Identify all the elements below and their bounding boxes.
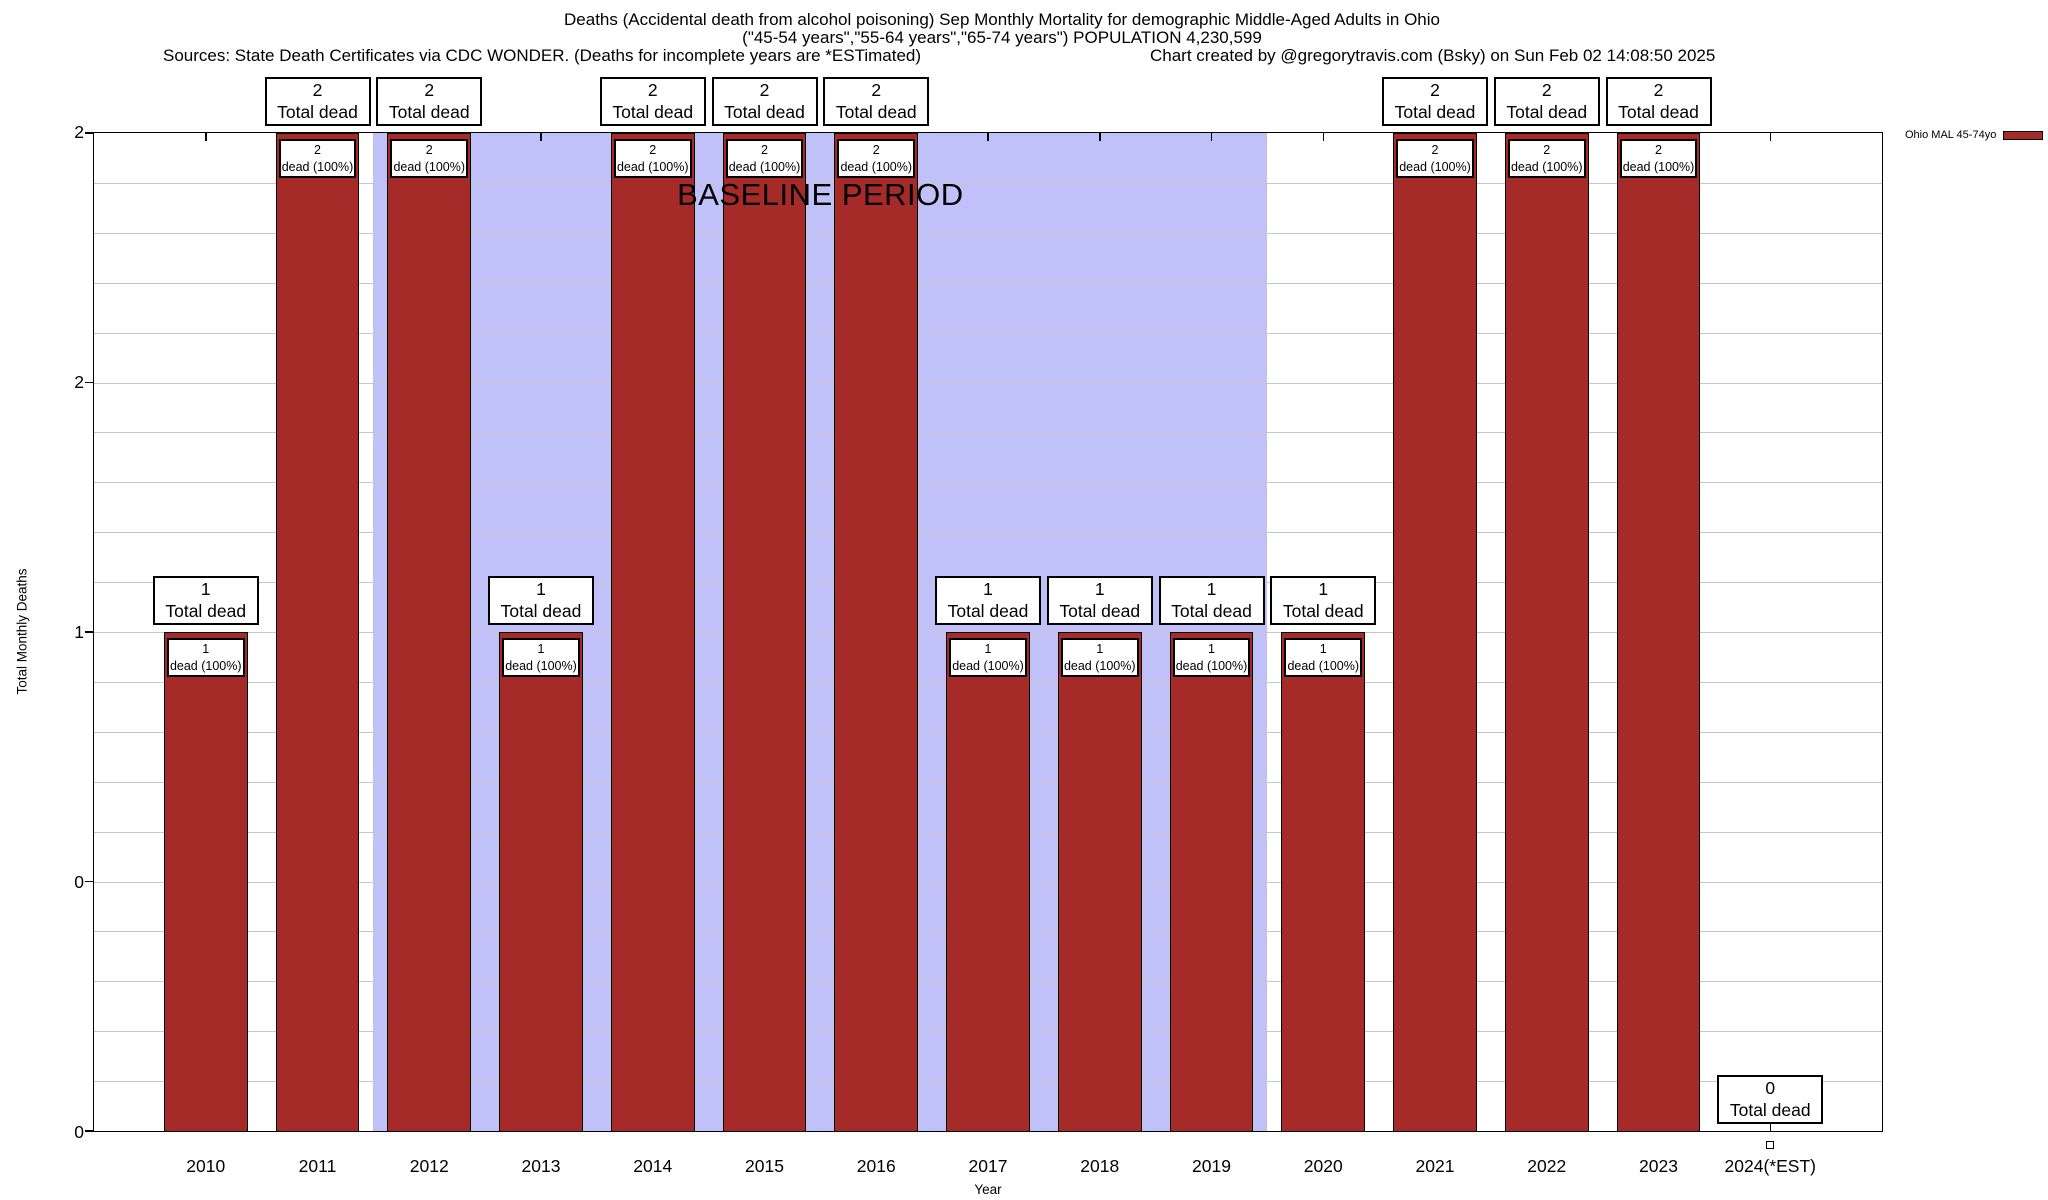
dead-pct-text: dead (100%) xyxy=(1287,658,1360,673)
legend-label: Ohio MAL 45-74yo xyxy=(1905,129,1997,141)
year-slot xyxy=(373,80,485,1176)
year-slot xyxy=(1379,80,1491,1176)
plot-area xyxy=(93,80,1883,1176)
legend xyxy=(1905,129,2043,141)
dead-pct-text: dead (100%) xyxy=(1175,658,1248,673)
y-tick-mark xyxy=(85,1130,94,1132)
dead-pct-label-box xyxy=(837,139,915,178)
dead-pct-text: dead (100%) xyxy=(1510,159,1583,174)
total-dead-text: Total dead xyxy=(277,101,358,122)
dead-pct-text: dead (100%) xyxy=(505,658,577,673)
top-tick-mark xyxy=(1770,133,1772,141)
total-dead-text: Total dead xyxy=(1282,600,1364,621)
total-dead-count: 2 xyxy=(424,80,435,101)
dead-count: 2 xyxy=(649,143,657,157)
top-tick-mark xyxy=(1099,133,1101,141)
total-dead-label-box xyxy=(376,77,482,126)
top-tick-mark xyxy=(1323,133,1325,141)
total-dead-count: 0 xyxy=(1765,1078,1776,1099)
y-tick-label: 2 xyxy=(74,122,84,142)
top-tick-mark xyxy=(540,133,542,141)
year-slot xyxy=(262,80,374,1176)
total-dead-text: Total dead xyxy=(500,600,582,621)
dead-count: 1 xyxy=(984,642,992,656)
bar xyxy=(499,632,583,1131)
x-axis-tick-label: 2017 xyxy=(968,1156,1008,1176)
bar xyxy=(1393,133,1477,1131)
total-dead-text: Total dead xyxy=(1618,101,1699,122)
year-slot xyxy=(150,133,262,1176)
total-dead-label-box xyxy=(153,576,259,625)
dead-pct-label-box xyxy=(502,638,580,677)
x-axis-tick-label: 2013 xyxy=(521,1156,561,1176)
chart-subtitle: ("45-54 years","55-64 years","65-74 years") POPULATION 4,230,599 xyxy=(742,28,1262,47)
y-tick-label: 2 xyxy=(74,372,84,392)
y-tick-mark xyxy=(85,881,94,883)
year-slot xyxy=(1044,133,1156,1176)
total-dead-label-box xyxy=(1382,77,1488,126)
dead-pct-label-box xyxy=(1061,638,1139,677)
year-slot xyxy=(932,133,1044,1176)
y-tick-mark xyxy=(85,631,94,633)
total-dead-count: 1 xyxy=(200,579,211,600)
bar xyxy=(611,133,695,1131)
total-dead-label-box xyxy=(1270,576,1376,625)
total-dead-count: 2 xyxy=(759,80,770,101)
dead-count: 2 xyxy=(872,143,880,157)
dead-pct-text: dead (100%) xyxy=(616,159,689,174)
year-slot xyxy=(1156,133,1268,1176)
x-axis-tick-label: 2014 xyxy=(633,1156,673,1176)
x-axis-tick-label: 2012 xyxy=(409,1156,449,1176)
total-dead-text: Total dead xyxy=(947,600,1029,621)
total-dead-text: Total dead xyxy=(724,101,805,122)
x-axis-title: Year xyxy=(974,1182,1002,1197)
dead-pct-label-box xyxy=(1396,139,1474,178)
total-dead-count: 1 xyxy=(1094,579,1105,600)
total-dead-text: Total dead xyxy=(1171,600,1252,621)
dead-pct-label-box xyxy=(1508,139,1586,178)
dead-pct-text: dead (100%) xyxy=(1063,658,1136,673)
legend-swatch xyxy=(2003,131,2043,140)
total-dead-label-box xyxy=(1494,77,1600,126)
total-dead-label-box xyxy=(1047,576,1153,625)
dead-pct-label-box xyxy=(390,139,468,178)
bar xyxy=(387,133,471,1131)
total-dead-label-box xyxy=(265,77,371,126)
total-dead-label-box xyxy=(1717,1075,1823,1124)
y-tick-mark xyxy=(85,132,94,134)
x-axis-tick-label: 2016 xyxy=(856,1156,896,1176)
dead-pct-text: dead (100%) xyxy=(169,658,242,673)
bar xyxy=(723,133,807,1131)
dead-count: 1 xyxy=(1319,642,1327,656)
year-slot xyxy=(1603,80,1715,1176)
dead-count: 1 xyxy=(1096,642,1104,656)
dead-count: 2 xyxy=(425,143,433,157)
total-dead-text: Total dead xyxy=(835,101,917,122)
x-axis-tick-label: 2019 xyxy=(1192,1156,1231,1176)
dead-pct-text: dead (100%) xyxy=(393,159,466,174)
baseline-period-label: BASELINE PERIOD xyxy=(677,177,964,212)
total-dead-count: 2 xyxy=(1653,80,1664,101)
bar xyxy=(946,632,1030,1131)
dead-count: 1 xyxy=(202,642,210,656)
bar xyxy=(1058,632,1142,1131)
dead-pct-label-box xyxy=(1284,638,1362,677)
dead-pct-text: dead (100%) xyxy=(1622,159,1695,174)
y-tick-label: 0 xyxy=(74,1122,84,1142)
bar xyxy=(834,133,918,1131)
dead-pct-label-box xyxy=(167,638,245,677)
bar xyxy=(1617,133,1701,1131)
dead-count: 2 xyxy=(761,143,768,157)
year-slot xyxy=(709,80,821,1176)
total-dead-count: 2 xyxy=(1541,80,1552,101)
chart-title: Deaths (Accidental death from alcohol poisoning) Sep Monthly Mortality for demographic Middle-Aged Adults in Ohio xyxy=(564,10,1440,29)
y-axis-title: Total Monthly Deaths xyxy=(14,568,30,695)
dead-pct-label-box xyxy=(726,139,804,178)
total-dead-count: 1 xyxy=(536,579,546,600)
dead-pct-label-box xyxy=(1620,139,1698,178)
x-axis-tick-label: 2020 xyxy=(1303,1156,1343,1176)
total-dead-count: 2 xyxy=(1430,80,1440,101)
y-tick-label: 1 xyxy=(74,622,84,642)
x-axis-tick-label: 2021 xyxy=(1415,1156,1455,1176)
total-dead-count: 1 xyxy=(1206,579,1217,600)
y-axis-tick-labels xyxy=(30,122,84,1142)
total-dead-label-box xyxy=(935,576,1041,625)
dead-pct-label-box xyxy=(949,638,1027,677)
year-slot xyxy=(1267,133,1379,1176)
x-axis-tick-label: 2022 xyxy=(1527,1156,1567,1176)
total-dead-count: 2 xyxy=(647,80,658,101)
x-axis-tick-label: 2018 xyxy=(1080,1156,1120,1176)
total-dead-label-box xyxy=(823,77,929,126)
year-slot xyxy=(820,80,932,1176)
top-tick-mark xyxy=(1211,133,1213,141)
dead-count: 2 xyxy=(1431,143,1439,157)
zero-bar-marker xyxy=(1766,1141,1774,1149)
total-dead-text: Total dead xyxy=(1059,600,1141,621)
total-dead-text: Total dead xyxy=(1506,101,1588,122)
total-dead-text: Total dead xyxy=(1394,101,1476,122)
bar xyxy=(164,632,248,1131)
total-dead-label-box xyxy=(1159,576,1265,625)
top-tick-mark xyxy=(205,133,207,141)
dead-count: 2 xyxy=(1543,143,1551,157)
dead-count: 2 xyxy=(314,143,321,157)
bar xyxy=(1505,133,1589,1131)
total-dead-label-box xyxy=(600,77,706,126)
total-dead-text: Total dead xyxy=(388,101,470,122)
label-connector-line xyxy=(1770,1124,1772,1131)
dead-pct-label-box xyxy=(614,139,692,178)
dead-count: 1 xyxy=(1208,642,1215,656)
bar xyxy=(276,133,360,1131)
x-axis-tick-label: 2023 xyxy=(1639,1156,1678,1176)
year-slot xyxy=(485,133,597,1176)
dead-pct-text: dead (100%) xyxy=(1399,159,1471,174)
x-axis-tick-label: 2010 xyxy=(186,1156,226,1176)
x-axis-tick-label: 2011 xyxy=(298,1156,337,1176)
total-dead-text: Total dead xyxy=(1729,1099,1811,1120)
total-dead-count: 2 xyxy=(871,80,882,101)
dead-pct-text: dead (100%) xyxy=(952,658,1024,673)
total-dead-count: 1 xyxy=(1318,579,1329,600)
top-tick-mark xyxy=(987,133,989,141)
x-axis-tick-label: 2024(*EST) xyxy=(1724,1156,1816,1176)
bar xyxy=(1170,632,1254,1131)
dead-pct-label-box xyxy=(1173,638,1251,677)
total-dead-count: 2 xyxy=(312,80,323,101)
total-dead-label-box xyxy=(712,77,818,126)
total-dead-count: 1 xyxy=(983,579,993,600)
sources-note: Sources: State Death Certificates via CDC WONDER. (Deaths for incomplete years are *ESTimated) xyxy=(163,46,922,65)
bar xyxy=(1281,632,1365,1131)
total-dead-label-box xyxy=(1606,77,1712,126)
dead-pct-text: dead (100%) xyxy=(281,159,354,174)
dead-count: 1 xyxy=(537,642,545,656)
total-dead-text: Total dead xyxy=(165,600,247,621)
dead-pct-text: dead (100%) xyxy=(728,159,801,174)
credit-note: Chart created by @gregorytravis.com (Bsky) on Sun Feb 02 14:08:50 2025 xyxy=(1150,46,1716,65)
dead-pct-text: dead (100%) xyxy=(840,159,913,174)
total-dead-label-box xyxy=(488,576,594,625)
dead-pct-label-box xyxy=(279,139,357,178)
y-tick-mark xyxy=(85,382,94,384)
year-slot xyxy=(1491,80,1603,1176)
year-slot xyxy=(597,80,709,1176)
dead-count: 2 xyxy=(1655,143,1662,157)
year-slot xyxy=(1714,133,1826,1176)
y-tick-label: 0 xyxy=(74,872,84,892)
x-axis-tick-label: 2015 xyxy=(745,1156,784,1176)
total-dead-text: Total dead xyxy=(612,101,694,122)
